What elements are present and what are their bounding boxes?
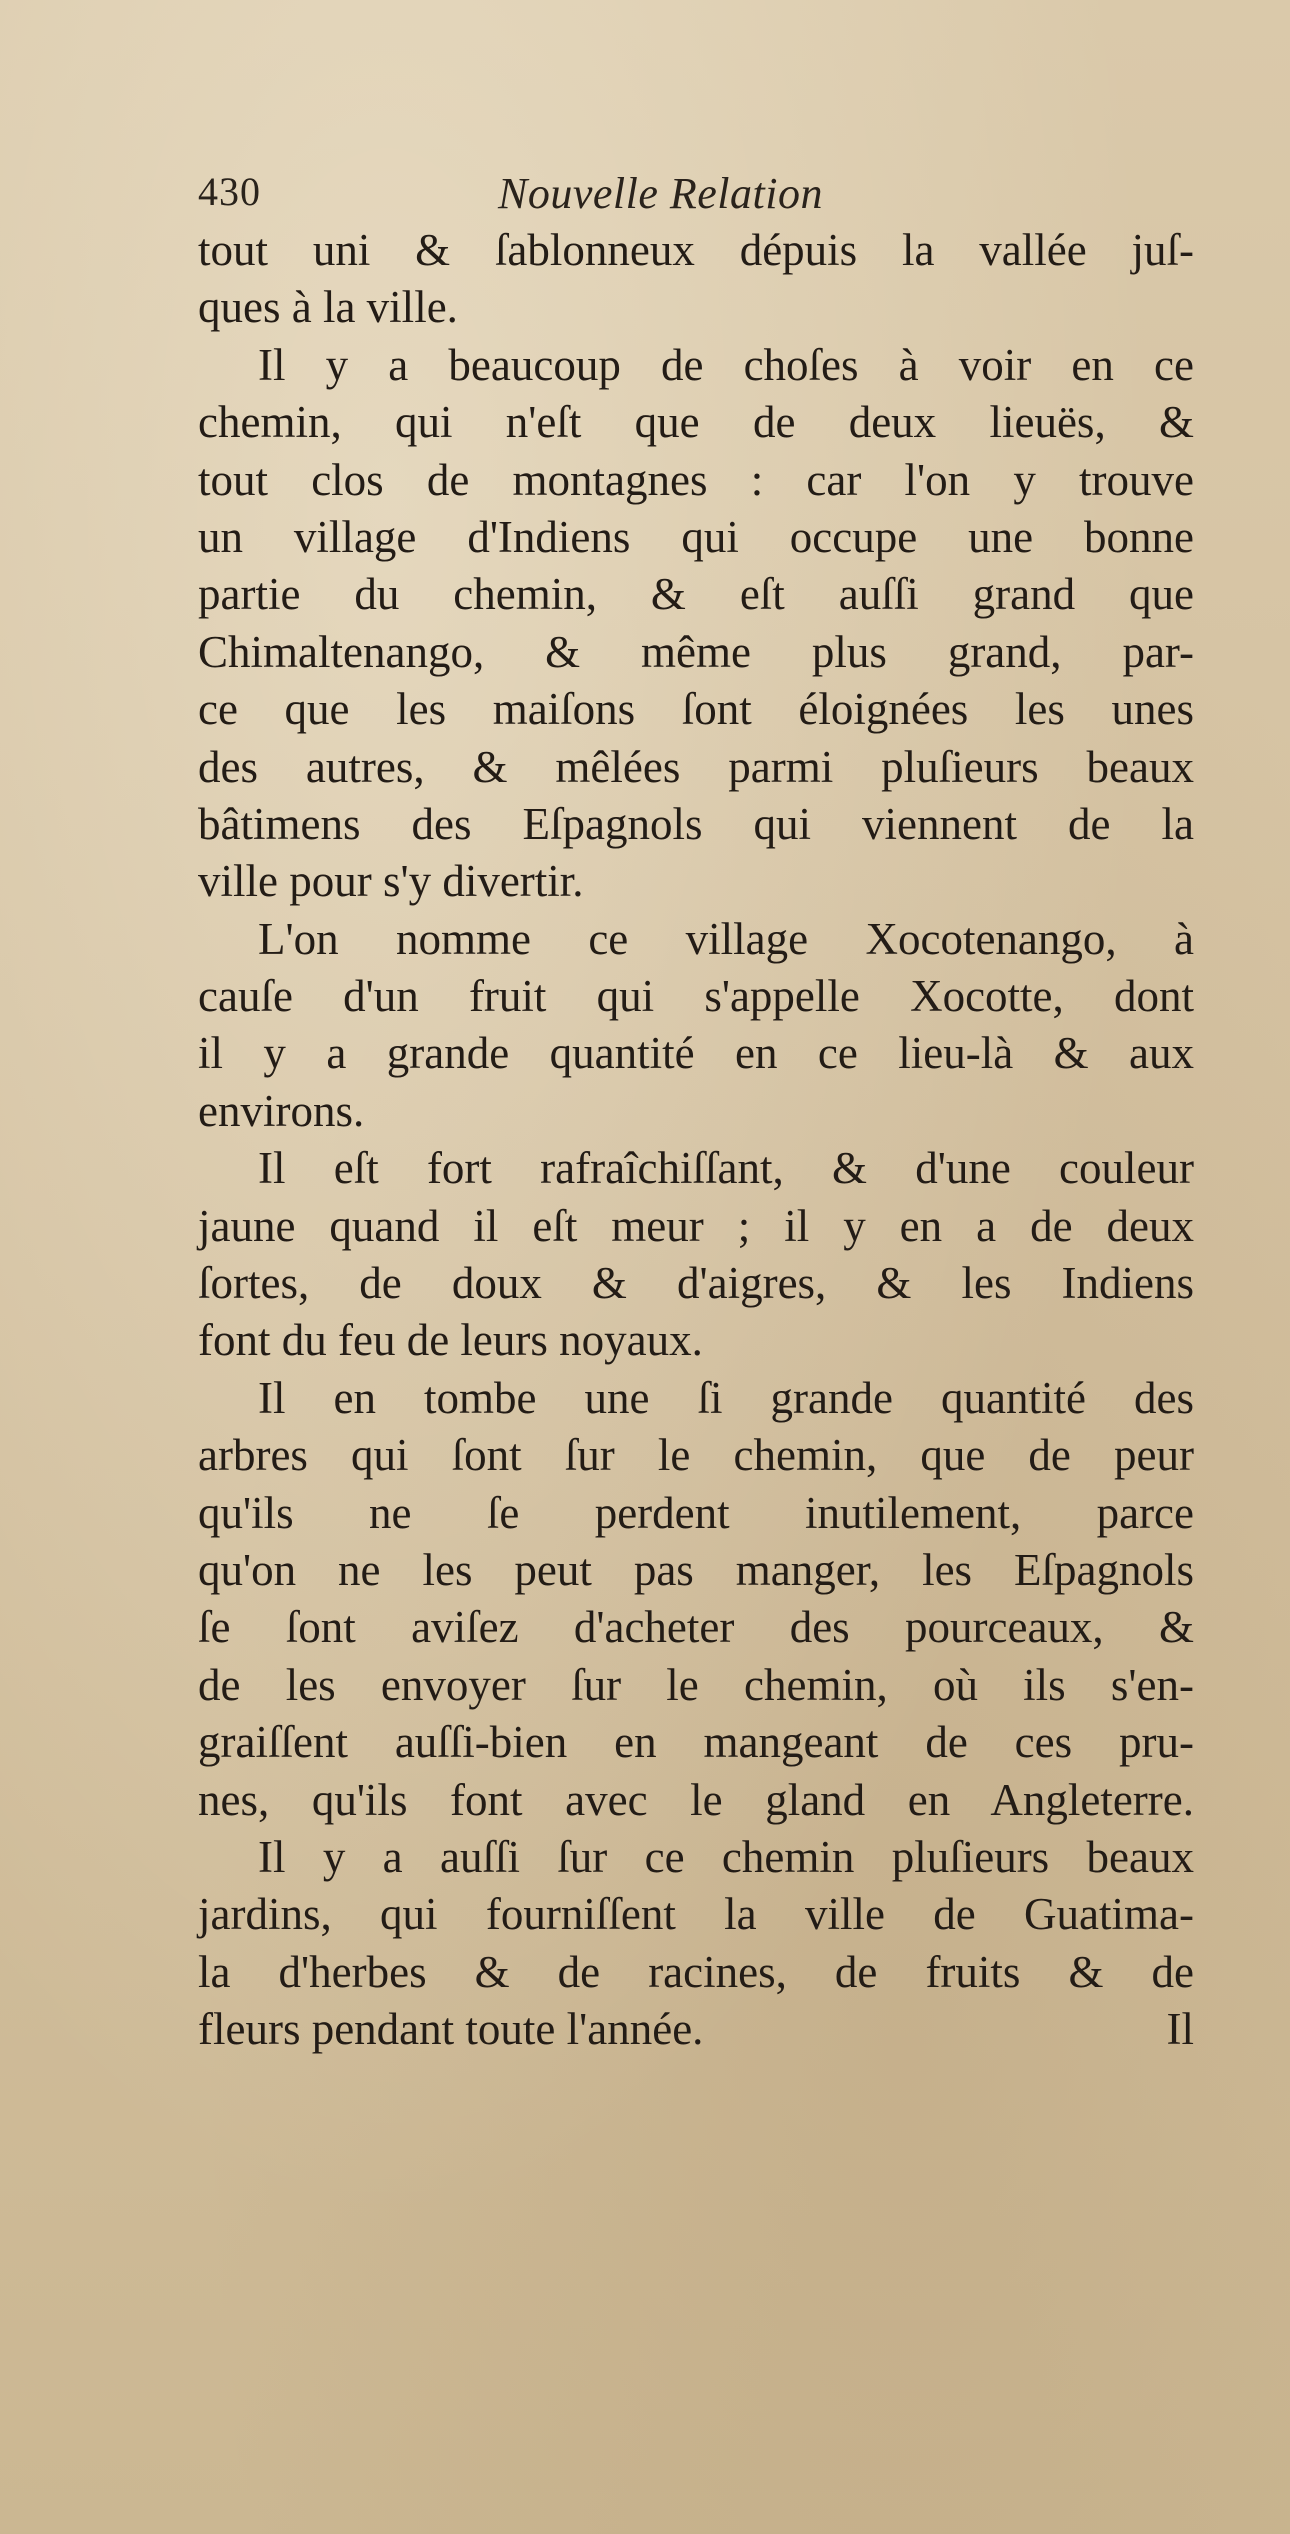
text-line: un village d'Indiens qui occupe une bonne <box>198 511 1194 562</box>
text-line: qu'on ne les peut pas manger, les Eſpagnols <box>198 1544 1194 1595</box>
text-line-final <box>198 2001 1194 2058</box>
catchword: Il <box>1166 2004 1194 2055</box>
text-line: graiſſent auſſi-bien en mangeant de ces pru- <box>198 1717 1194 1768</box>
text-line: Il eſt fort rafraîchiſſant, & d'une couleur <box>258 1143 1194 1194</box>
text-line: ville pour s'y divertir. <box>198 856 584 907</box>
text-line: qu'ils ne ſe perdent inutilement, parce <box>198 1487 1194 1538</box>
text-line: des autres, & mêlées parmi pluſieurs beaux <box>198 741 1194 792</box>
text-line: tout uni & ſablonneux dépuis la vallée juſ- <box>198 225 1194 275</box>
text-line: bâtimens des Eſpagnols qui viennent de la <box>198 798 1194 849</box>
text-line: arbres qui ſont ſur le chemin, que de peur <box>198 1430 1194 1481</box>
text-line: nes, qu'ils font avec le gland en Angleterre. <box>198 1774 1194 1825</box>
text-line: tout clos de montagnes : car l'on y trouve <box>198 454 1194 505</box>
text-line: Chimaltenango, & même plus grand, par- <box>198 626 1194 677</box>
text-line: Il en tombe une ſi grande quantité des <box>258 1372 1194 1423</box>
text-line: ſe ſont aviſez d'acheter des pourceaux, & <box>198 1602 1194 1653</box>
page-number: 430 <box>198 169 261 214</box>
text-line: la d'herbes & de racines, de fruits & de <box>198 1946 1194 1997</box>
text-line: chemin, qui n'eſt que de deux lieuës, & <box>198 397 1194 448</box>
page-header <box>198 168 958 228</box>
text-line: partie du chemin, & eſt auſſi grand que <box>198 569 1194 620</box>
text-line: ſortes, de doux & d'aigres, & les Indiens <box>198 1258 1194 1309</box>
text-line: ques à la ville. <box>198 282 458 333</box>
text-line: il y a grande quantité en ce lieu-là & aux <box>198 1028 1194 1079</box>
text-line: Il y a beaucoup de choſes à voir en ce <box>258 339 1194 390</box>
text-line: jardins, qui fourniſſent la ville de Guatima- <box>198 1889 1194 1940</box>
running-title: Nouvelle Relation <box>498 169 823 218</box>
text-line: Il y a auſſi ſur ce chemin pluſieurs beaux <box>258 1831 1194 1882</box>
text-line: de les envoyer ſur le chemin, où ils s'en- <box>198 1659 1194 1710</box>
text-line: cauſe d'un fruit qui s'appelle Xocotte, dont <box>198 971 1194 1022</box>
text-line: ce que les maiſons ſont éloignées les unes <box>198 684 1194 735</box>
text-line: jaune quand il eſt meur ; il y en a de deux <box>198 1200 1194 1251</box>
text-line: L'on nomme ce village Xocotenango, à <box>258 913 1194 964</box>
text-line: environs. <box>198 1085 365 1136</box>
text-line: font du feu de leurs noyaux. <box>198 1315 703 1366</box>
text-line: fleurs pendant toute l'année. <box>198 2004 704 2055</box>
body-text <box>198 222 1194 2059</box>
